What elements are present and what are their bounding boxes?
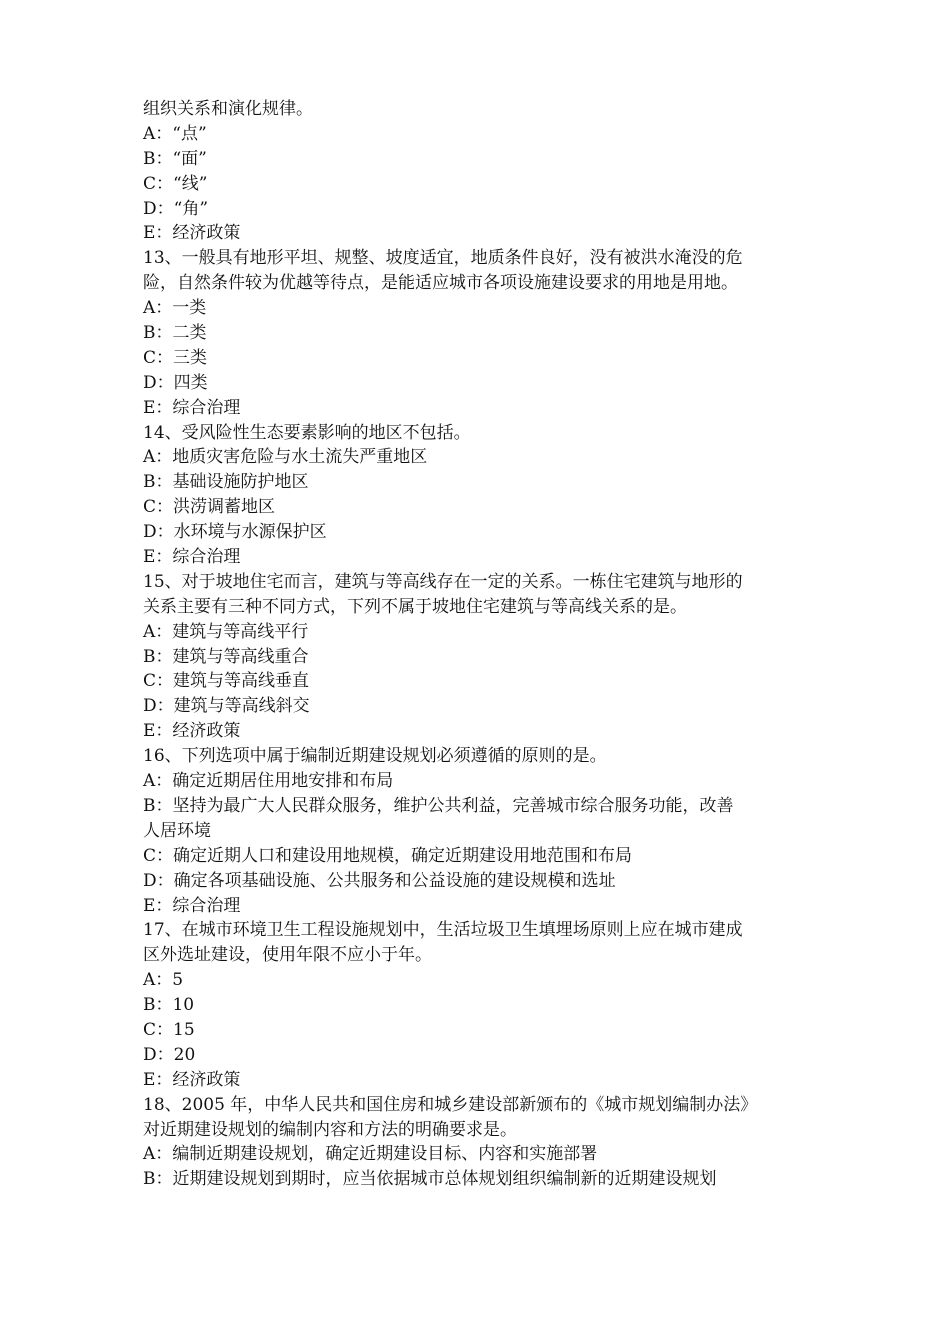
text-line: D：四类 [143, 372, 208, 393]
text-line: C：“线” [143, 173, 208, 194]
text-line: B：建筑与等高线重合 [143, 646, 309, 667]
text-line: B：“面” [143, 148, 207, 169]
text-line: B：坚持为最广大人民群众服务，维护公共利益，完善城市综合服务功能，改善 [143, 795, 734, 816]
text-line: D：20 [143, 1044, 196, 1065]
text-line: D：确定各项基础设施、公共服务和公益设施的建设规模和选址 [143, 870, 616, 891]
text-line: E：经济政策 [143, 721, 241, 742]
text-line: 15、对于坡地住宅而言，建筑与等高线存在一定的关系。一栋住宅建筑与地形的 [143, 571, 743, 592]
text-line: A：“点” [143, 123, 207, 144]
text-line: D：“角” [143, 198, 209, 219]
text-line: 关系主要有三种不同方式，下列不属于坡地住宅建筑与等高线关系的是。 [143, 596, 687, 617]
text-line: A：建筑与等高线平行 [143, 621, 309, 642]
text-line: B：基础设施防护地区 [143, 472, 309, 493]
text-line: B：近期建设规划到期时，应当依据城市总体规划组织编制新的近期建设规划 [143, 1169, 717, 1190]
text-line: D：水环境与水源保护区 [143, 522, 327, 543]
text-line: A：确定近期居住用地安排和布局 [143, 771, 394, 792]
document-page [143, 97, 823, 1192]
text-line: 区外选址建设，使用年限不应小于年。 [143, 945, 432, 966]
text-line: C：建筑与等高线垂直 [143, 671, 310, 692]
text-line: 险，自然条件较为优越等待点，是能适应城市各项设施建设要求的用地是用地。 [143, 273, 738, 294]
text-line: E：经济政策 [143, 223, 241, 244]
text-line: B：10 [143, 995, 195, 1016]
text-line: A：一类 [143, 298, 207, 319]
text-line: 18、2005 年，中华人民共和国住房和城乡建设部新颁布的《城市规划编制办法》 [143, 1094, 758, 1115]
text-line: 组织关系和演化规律。 [143, 99, 313, 119]
text-line: 人居环境 [143, 820, 211, 841]
text-line: D：建筑与等高线斜交 [143, 696, 310, 717]
text-line: A：编制近期建设规划，确定近期建设目标、内容和实施部署 [143, 1144, 598, 1165]
text-line: 16、下列选项中属于编制近期建设规划必须遵循的原则的是。 [143, 746, 607, 767]
text-line: C：洪涝调蓄地区 [143, 497, 276, 518]
text-line: 对近期建设规划的编制内容和方法的明确要求是。 [143, 1119, 517, 1140]
text-line: E：经济政策 [143, 1069, 241, 1090]
text-line: E：综合治理 [143, 397, 241, 418]
text-line: E：综合治理 [143, 895, 241, 916]
text-line: C：三类 [143, 347, 208, 368]
text-line: 13、一般具有地形平坦、规整、坡度适宜，地质条件良好，没有被洪水淹没的危 [143, 248, 743, 269]
text-line: E：综合治理 [143, 547, 241, 568]
text-line: C：15 [143, 1019, 195, 1040]
text-line: 14、受风险性生态要素影响的地区不包括。 [143, 422, 471, 443]
text-line: C：确定近期人口和建设用地规模，确定近期建设用地范围和布局 [143, 845, 633, 866]
text-line: A：5 [143, 970, 184, 991]
text-line: A：地质灾害危险与水土流失严重地区 [143, 447, 428, 468]
text-line: 17、在城市环境卫生工程设施规划中，生活垃圾卫生填埋场原则上应在城市建成 [143, 920, 743, 941]
text-line: B：二类 [143, 323, 207, 344]
